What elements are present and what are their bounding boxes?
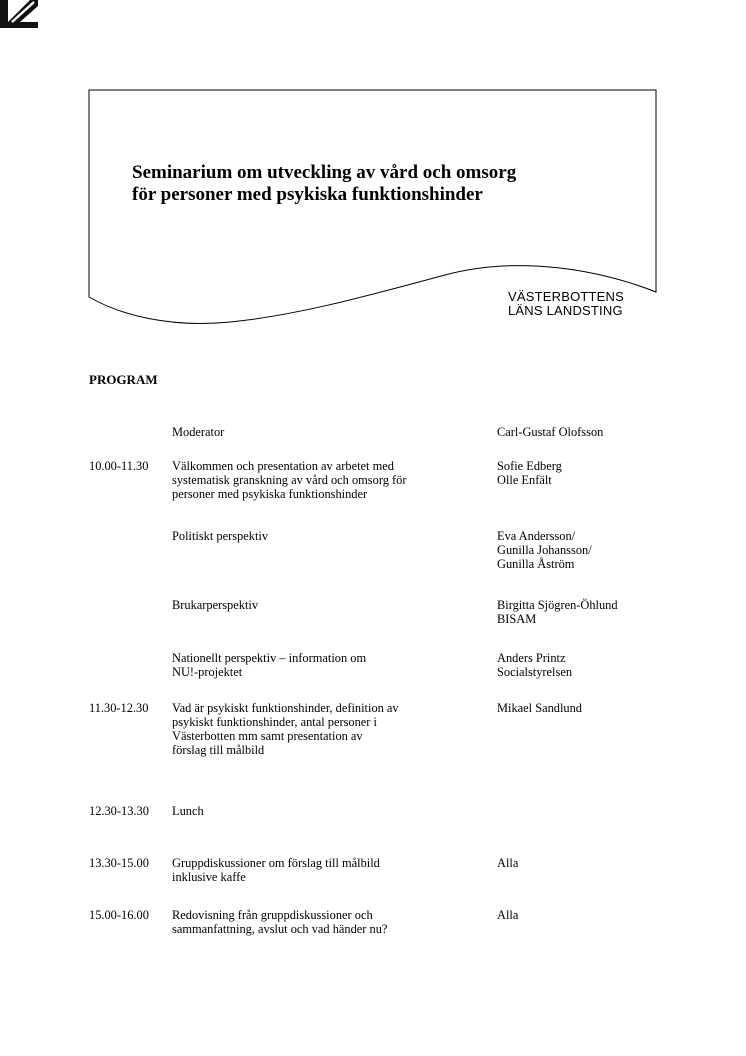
header-banner xyxy=(0,0,746,340)
speaker-line: Birgitta Sjögren-Öhlund xyxy=(497,598,618,612)
topic-line: psykiskt funktionshinder, antal personer i xyxy=(172,715,377,729)
program-heading: PROGRAM xyxy=(89,372,158,387)
session-topic xyxy=(172,425,472,439)
topic-line: inklusive kaffe xyxy=(172,870,246,884)
logo-line: VÄSTERBOTTENS xyxy=(508,289,625,304)
logo-wordmark xyxy=(508,290,624,318)
topic-line: Gruppdiskussioner om förslag till målbild xyxy=(172,856,380,870)
topic-line: Välkommen och presentation av arbetet med xyxy=(172,459,394,473)
session-topic xyxy=(172,459,472,501)
topic-line: personer med psykiska funktionshinder xyxy=(172,487,368,501)
session-topic xyxy=(172,598,472,612)
topic-line: Politiskt perspektiv xyxy=(172,529,269,543)
speaker-line: Gunilla Johansson/ xyxy=(497,543,592,557)
topic-line: Lunch xyxy=(172,804,204,818)
session-speakers xyxy=(497,856,687,870)
topic-line: sammanfattning, avslut och vad händer nu? xyxy=(172,922,388,936)
speaker-line: Eva Andersson/ xyxy=(497,529,576,543)
session-speakers xyxy=(497,459,687,487)
topic-line: Brukarperspektiv xyxy=(172,598,259,612)
session-speakers xyxy=(497,908,687,922)
speaker-line: Alla xyxy=(497,856,519,870)
speaker-line: Olle Enfält xyxy=(497,473,552,487)
time-slot: 12.30-13.30 xyxy=(89,804,149,818)
topic-line: NU!-projektet xyxy=(172,665,243,679)
speaker-line: Alla xyxy=(497,908,519,922)
speaker-line: Socialstyrelsen xyxy=(497,665,573,679)
topic-line: förslag till målbild xyxy=(172,743,265,757)
topic-line: Vad är psykiskt funktionshinder, definition av xyxy=(172,701,399,715)
seminar-title xyxy=(132,162,612,206)
session-speakers xyxy=(497,425,687,439)
session-topic xyxy=(172,701,472,757)
session-speakers xyxy=(497,701,687,715)
session-topic xyxy=(172,804,472,818)
speaker-line: Sofie Edberg xyxy=(497,459,562,473)
session-speakers xyxy=(497,598,687,626)
time-slot: 10.00-11.30 xyxy=(89,459,149,473)
speaker-line: Carl-Gustaf Olofsson xyxy=(497,425,604,439)
landsting-logo-icon xyxy=(0,0,38,28)
title-line: Seminarium om utveckling av vård och omsorg xyxy=(132,162,517,183)
session-topic xyxy=(172,651,472,679)
speaker-line: Mikael Sandlund xyxy=(497,701,583,715)
logo-line: LÄNS LANDSTING xyxy=(508,303,623,318)
time-slot: 15.00-16.00 xyxy=(89,908,149,922)
time-slot: 13.30-15.00 xyxy=(89,856,149,870)
topic-line: systematisk granskning av vård och omsorg för xyxy=(172,473,407,487)
speaker-line: BISAM xyxy=(497,612,537,626)
topic-line: Nationellt perspektiv – information om xyxy=(172,651,367,665)
session-topic xyxy=(172,529,472,543)
speaker-line: Gunilla Åström xyxy=(497,557,575,571)
title-line: för personer med psykiska funktionshinder xyxy=(132,184,483,205)
time-slot: 11.30-12.30 xyxy=(89,701,149,715)
session-topic xyxy=(172,856,472,884)
session-topic xyxy=(172,908,472,936)
topic-line: Redovisning från gruppdiskussioner och xyxy=(172,908,373,922)
topic-line: Moderator xyxy=(172,425,225,439)
session-speakers xyxy=(497,651,687,679)
speaker-line: Anders Printz xyxy=(497,651,566,665)
topic-line: Västerbotten mm samt presentation av xyxy=(172,729,363,743)
session-speakers xyxy=(497,529,687,571)
